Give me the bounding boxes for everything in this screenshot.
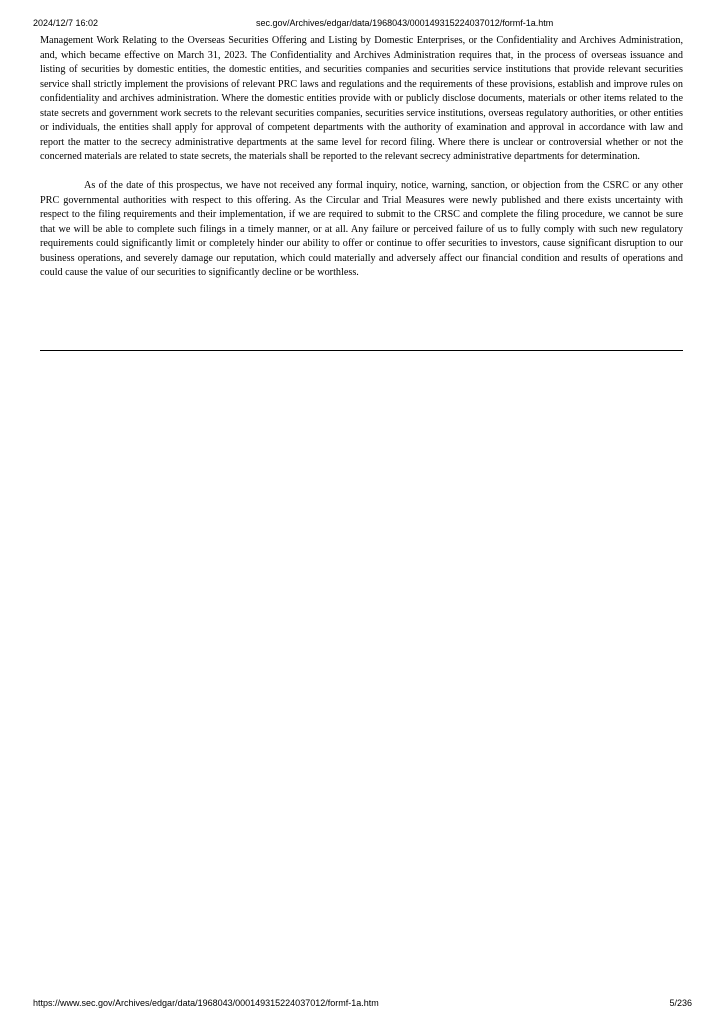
print-header (0, 16, 724, 30)
print-header-url: sec.gov/Archives/edgar/data/1968043/000149315224037012/formf-1a.htm (256, 18, 554, 28)
document-body (40, 34, 683, 281)
page-number: 5/236 (669, 998, 692, 1008)
horizontal-rule (40, 350, 683, 351)
print-footer-url: https://www.sec.gov/Archives/edgar/data/1968043/000149315224037012/formf-1a.htm (33, 998, 379, 1008)
print-footer (0, 996, 724, 1010)
body-paragraph: Management Work Relating to the Overseas Securities Offering and Listing by Domestic Enterprises, or the Confidentiality and Archives Administration, and, which became effective on March 31, 2023. The Confidentiality and Archives Administration requires that, in the process of overseas issuance and listing of securities by domestic entities, the domestic entities, and securities companies and securities service institutions that provide relevant securities service shall strictly implement the provisions of relevant PRC laws and regulations and the requirements of these provisions, establish and improve rules on confidentiality and archives administration. Where the domestic entities provide with or publicly disclose documents, materials or other items related to the state secrets and government work secrets to the relevant securities companies, securities service institutions, overseas regulatory authorities, or other entities or individuals, the entities shall apply for approval of competent departments with the authority of examination and approval in accordance with law and report the matter to the secrecy administrative departments at the same level for record filing. Where there is unclear or controversial whether or not the concerned materials are related to state secrets, the materials shall be reported to the relevant secrecy administrative departments for determination. (40, 35, 683, 162)
body-paragraph: As of the date of this prospectus, we have not received any formal inquiry, notice, warning, sanction, or objection from the CSRC or any other PRC governmental authorities with respect to this offering. As the Circular and Trial Measures were newly published and there exists uncertainty with respect to the filing requirements and their implementation, if we are required to submit to the CRSC and complete the filing procedure, we cannot be sure that we will be able to complete such filings in a timely manner, or at all. Any failure or perceived failure of us to fully comply with such new regulatory requirements could significantly limit or completely hinder our ability to offer or continue to offer securities to investors, cause significant disruption to our business operations, and severely damage our reputation, which could materially and adversely affect our financial condition and results of operations and could cause the value of our securities to significantly decline or be worthless. (40, 180, 683, 278)
print-datetime: 2024/12/7 16:02 (33, 18, 99, 28)
